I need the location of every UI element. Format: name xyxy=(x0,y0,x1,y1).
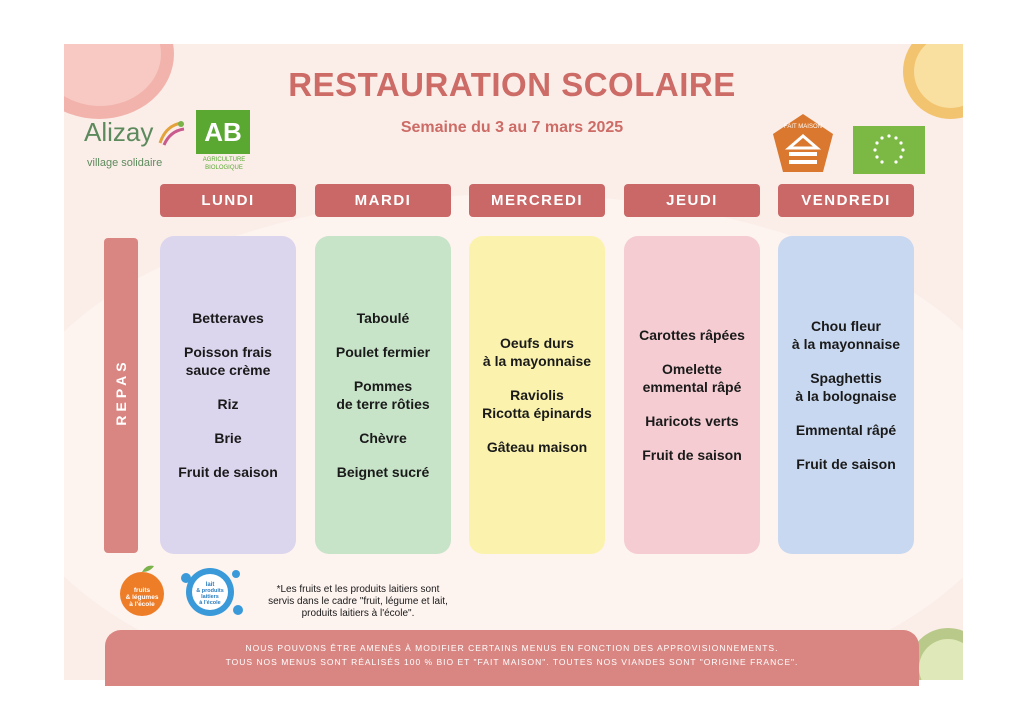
footer-line-2: TOUS NOS MENUS SONT RÉALISÉS 100 % BIO ET "FAIT MAISON". TOUTES NOS VIANDES SONT "ORIGINE FRANCE". xyxy=(225,657,799,667)
meal-row-label-text: REPAS xyxy=(113,358,129,426)
alizay-logo xyxy=(84,115,184,175)
svg-text:& légumes: & légumes xyxy=(125,594,159,601)
eu-organic-logo xyxy=(853,126,925,174)
dish: Beignet sucré xyxy=(336,464,430,480)
eu-leaf-icon xyxy=(853,126,925,174)
lait-produits-laitiers-badge xyxy=(176,560,246,622)
menu-card-vendredi xyxy=(778,236,914,554)
dish: Poulet fermier xyxy=(335,344,431,360)
dish: Spaghettis à la bolognaise xyxy=(795,370,897,404)
footer-line-1: NOUS POUVONS ÊTRE AMENÉS À MODIFIER CERTAINS MENUS EN FONCTION DES APPROVISIONNEMENTS. xyxy=(245,643,779,653)
svg-text:à l'école: à l'école xyxy=(129,601,155,608)
ab-caption: AGRICULTURE BIOLOGIQUE xyxy=(202,157,246,171)
agriculture-biologique-logo xyxy=(196,110,252,174)
svg-text:laitiers: laitiers xyxy=(201,594,219,600)
day-header-lundi: LUNDI xyxy=(160,184,296,217)
dish: Fruit de saison xyxy=(796,456,896,472)
dish: Carottes râpées xyxy=(639,327,745,343)
dish: Taboulé xyxy=(356,310,410,326)
menu-card-lundi xyxy=(160,236,296,554)
footer-banner xyxy=(105,630,919,686)
dish: Poisson frais sauce crème xyxy=(184,344,272,378)
day-header-mardi: MARDI xyxy=(315,184,451,217)
school-program-note: *Les fruits et les produits laitiers sont servis dans le cadre "fruit, légume et lait, produits laitiers à l'école". xyxy=(268,584,448,619)
page-title: RESTAURATION SCOLAIRE xyxy=(288,66,736,103)
week-subtitle: Semaine du 3 au 7 mars 2025 xyxy=(400,119,624,136)
day-header-mercredi: MERCREDI xyxy=(469,184,605,217)
dish: Betteraves xyxy=(192,310,264,326)
svg-text:lait: lait xyxy=(205,582,215,588)
svg-text:à l'école: à l'école xyxy=(199,600,221,606)
alizay-logo-tagline: village solidaire xyxy=(87,157,163,169)
ab-mark: AB xyxy=(196,110,250,154)
fait-maison-logo xyxy=(771,112,835,174)
dish: Raviolis Ricotta épinards xyxy=(482,387,592,421)
day-header-jeudi: JEUDI xyxy=(624,184,760,217)
dish: Chèvre xyxy=(359,430,407,446)
dish: Oeufs durs à la mayonnaise xyxy=(482,335,592,369)
meal-row-label xyxy=(104,238,138,553)
dish: Riz xyxy=(217,396,239,412)
dish: Pommes de terre rôties xyxy=(336,378,430,412)
alizay-logo-name: Alizay xyxy=(84,117,154,147)
dish: Brie xyxy=(214,430,242,446)
dish: Chou fleur à la mayonnaise xyxy=(791,318,901,352)
fruits-legumes-badge xyxy=(116,562,168,618)
svg-text:fruits: fruits xyxy=(133,587,151,594)
day-header-vendredi: VENDREDI xyxy=(778,184,914,217)
menu-card-jeudi xyxy=(624,236,760,554)
fait-maison-logo-text: FAIT MAISON xyxy=(784,124,822,130)
svg-text:& produits: & produits xyxy=(196,588,224,594)
dish: Omelette emmental râpé xyxy=(642,361,742,395)
dish: Haricots verts xyxy=(645,413,739,429)
dish: Emmental râpé xyxy=(795,422,897,438)
dish: Fruit de saison xyxy=(178,464,278,480)
menu-card-mercredi xyxy=(469,236,605,554)
dish: Gâteau maison xyxy=(486,439,588,455)
alizay-swirl-icon xyxy=(156,119,186,149)
menu-card-mardi xyxy=(315,236,451,554)
dish: Fruit de saison xyxy=(642,447,742,463)
